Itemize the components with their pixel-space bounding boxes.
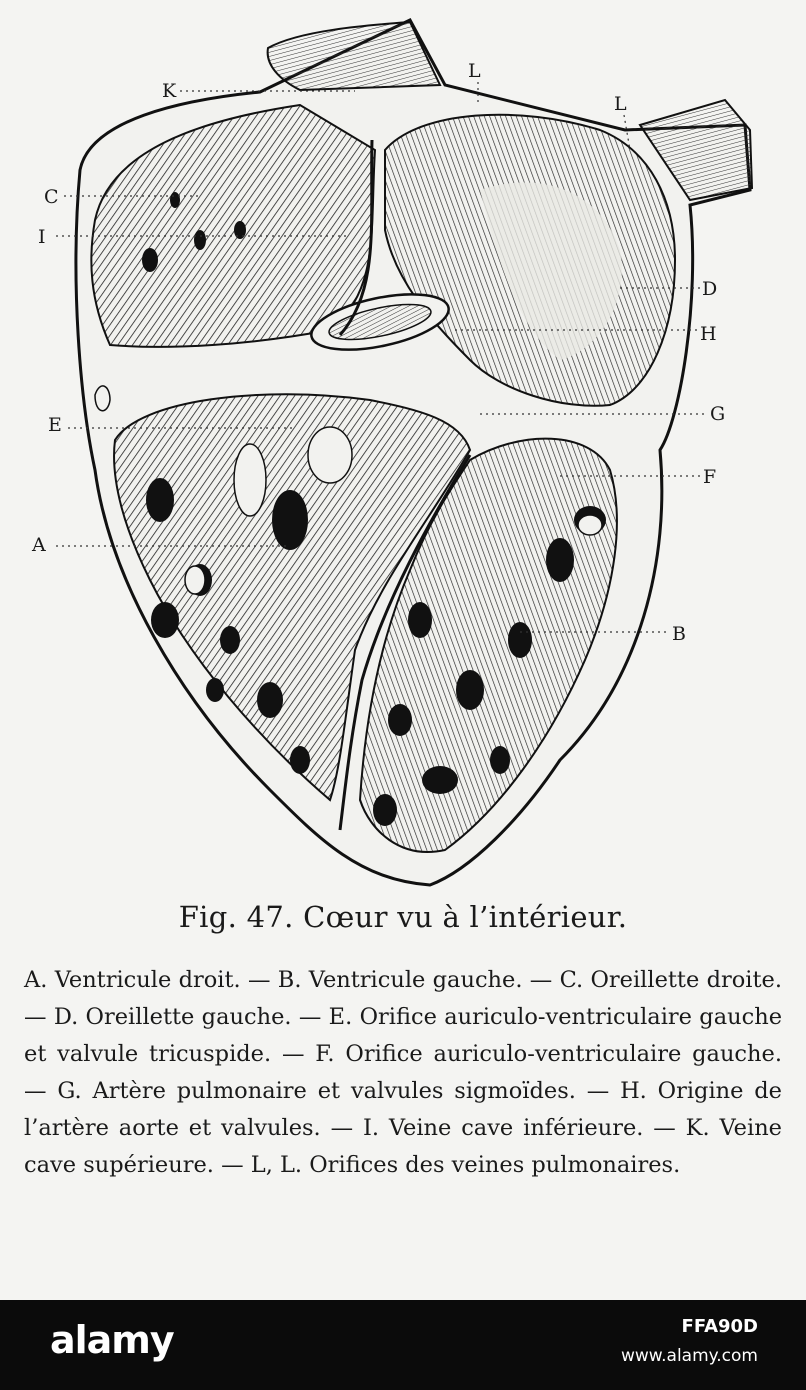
label-c: C xyxy=(44,186,59,208)
vena-cava-tube xyxy=(268,22,440,90)
label-g: G xyxy=(710,403,726,425)
label-l2: L xyxy=(614,93,627,115)
legend-entry-b: B. Ventricule gauche. — xyxy=(277,967,560,993)
coronary-sinus xyxy=(95,386,110,411)
legend-entry-a: A. Ventricule droit. — xyxy=(24,967,278,993)
legend-entry-d: D. Oreillette gauche. — xyxy=(53,1004,329,1030)
label-l1: L xyxy=(468,60,481,82)
label-e: E xyxy=(48,414,62,436)
label-f: F xyxy=(703,466,717,488)
legend-entry-h: H. Origine de l’artère aorte et valvules. — xyxy=(24,1078,782,1141)
watermark-bar xyxy=(0,1300,806,1390)
label-b: B xyxy=(672,623,686,645)
watermark-image-id: FFA90D xyxy=(681,1316,758,1337)
legend-entry-f: F. Orifice auriculo-ventriculaire gauche. — xyxy=(24,1041,782,1104)
figure-caption: Fig. 47. Cœur vu à l’intérieur. xyxy=(178,900,628,934)
watermark-logo: alamy xyxy=(50,1318,174,1362)
legend-entry-l: L, L. Orifices des veines pulmonaires. xyxy=(250,1152,681,1178)
label-i: I xyxy=(38,226,46,248)
legend-entry-i: I. Veine cave inférieure. — xyxy=(362,1115,686,1141)
label-h: H xyxy=(700,323,717,345)
watermark-url: www.alamy.com xyxy=(620,1346,758,1366)
legend-entry-k: K. Veine cave supérieure. — xyxy=(24,1115,782,1178)
label-d: D xyxy=(702,278,718,300)
label-a: A xyxy=(32,534,46,556)
legend-entry-c: C. Oreillette droite. — xyxy=(24,967,782,1030)
legend-entry-g: G. Artère pulmonaire et valvules sigmoïdes. — xyxy=(57,1078,621,1104)
label-k: K xyxy=(162,80,177,102)
figure-legend xyxy=(24,962,782,1184)
legend-entry-e: E. Orifice auriculo-ventriculaire gauche et valvule tricuspide. — xyxy=(24,1004,783,1067)
